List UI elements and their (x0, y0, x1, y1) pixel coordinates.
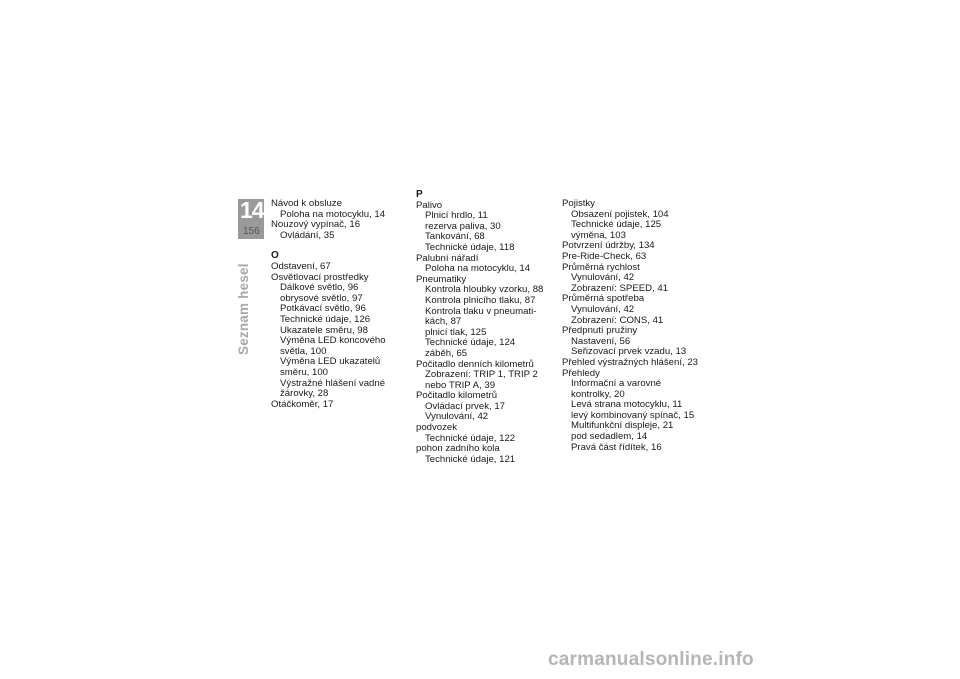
index-subentry: Vynulování, 42 (571, 272, 635, 284)
index-subentry: Ovládání, 35 (280, 229, 335, 241)
index-entry: Přehledy (562, 367, 600, 379)
index-subentry: Vynulování, 42 (425, 411, 489, 423)
index-subentry: Technické údaje, 125 (571, 219, 662, 231)
index-subentry: Obsazení pojistek, 104 (571, 208, 669, 220)
index-entry: Návod k obsluze (271, 198, 342, 209)
index-subentry: světla, 100 (280, 345, 327, 357)
index-subentry: směru, 100 (280, 366, 328, 378)
index-subentry: Seřizovací prvek vzadu, 13 (571, 346, 687, 358)
index-entry: Odstavení, 67 (271, 260, 331, 272)
chapter-number: 14 (240, 197, 264, 223)
index-entry: Potvrzení údržby, 134 (562, 240, 655, 252)
index-subentry: Nastavení, 56 (571, 335, 631, 347)
index-subentry: výměna, 103 (571, 229, 626, 241)
index-subentry: Ukazatele směru, 98 (280, 324, 368, 336)
index-subentry: rezerva paliva, 30 (425, 220, 501, 232)
index-subentry: Potkávací světlo, 96 (280, 303, 366, 315)
index-entry: Průměrná spotřeba (562, 293, 645, 305)
index-subentry: Zobrazení: SPEED, 41 (571, 282, 669, 294)
page-number: 156 (243, 226, 260, 237)
index-entry: Otáčkoměr, 17 (271, 398, 334, 410)
index-subentry: Levá strana motocyklu, 11 (571, 399, 683, 411)
index-subentry: Kontrola hloubky vzorku, 88 (425, 284, 544, 296)
index-subentry: Technické údaje, 118 (425, 241, 515, 253)
index-subentry: Technické údaje, 121 (425, 453, 516, 465)
index-subentry: Výstražné hlášení vadné (280, 377, 386, 389)
section-title: Seznam hesel (236, 263, 251, 355)
watermark: carmanualsonline.info (548, 649, 754, 670)
index-letter-heading: P (416, 189, 423, 200)
index-subentry: Výměna LED koncového (280, 335, 386, 347)
index-subentry: Výměna LED ukazatelů (280, 356, 381, 368)
index-subentry: Technické údaje, 122 (425, 432, 516, 444)
index-subentry: Zobrazení: CONS, 41 (571, 314, 664, 326)
index-entry: Počitadlo kilometrů (416, 390, 498, 402)
index-entry: Pojistky (562, 198, 596, 209)
index-subentry: Pravá část řídítek, 16 (571, 441, 662, 453)
index-subentry: Zobrazení: TRIP 1, TRIP 2 (425, 369, 538, 381)
index-subentry: nebo TRIP A, 39 (425, 379, 496, 391)
index-subentry: Ovládací prvek, 17 (425, 400, 505, 412)
index-subentry: Plnicí hrdlo, 11 (425, 210, 488, 222)
index-subentry: Kontrola plnicího tlaku, 87 (425, 294, 536, 306)
index-subentry: plnicí tlak, 125 (425, 326, 487, 338)
index-subentry: levý kombinovaný spínač, 15 (571, 409, 695, 421)
index-entry: Předpnutí pružiny (562, 325, 638, 337)
index-entry: Průměrná rychlost (562, 261, 640, 273)
index-subentry: Tankování, 68 (425, 231, 485, 243)
index-subentry: žárovky, 28 (280, 388, 329, 400)
index-entry: Počitadlo denních kilometrů (416, 358, 534, 370)
index-letter-heading: O (271, 250, 279, 262)
index-subentry: Technické údaje, 124 (425, 337, 516, 349)
index-entry: Přehled výstražných hlášení, 23 (562, 356, 698, 368)
index-entry: Pre-Ride-Check, 63 (562, 250, 647, 262)
index-entry: Pneumatiky (416, 273, 467, 285)
index-subentry: Kontrola tlaku v pneumati- (425, 305, 537, 317)
index-entry: Nouzový vypínač, 16 (271, 219, 361, 231)
index-subentry: Poloha na motocyklu, 14 (425, 263, 531, 275)
index-entry: Palivo (416, 199, 443, 211)
index-subentry: Technické údaje, 126 (280, 313, 371, 325)
index-subentry: Informační a varovné (571, 378, 662, 390)
index-entry: podvozek (416, 422, 458, 434)
index-entry: Osvětlovací prostředky (271, 271, 369, 283)
index-subentry: Multifunkční displeje, 21 (571, 420, 674, 432)
index-subentry: Vynulování, 42 (571, 303, 635, 315)
index-subentry: Poloha na motocyklu, 14 (280, 208, 386, 220)
index-subentry: kontrolky, 20 (571, 388, 625, 400)
index-subentry: pod sedadlem, 14 (571, 431, 648, 443)
index-entry: Palubní nářadí (416, 252, 479, 264)
index-column-2 (416, 189, 552, 465)
index-column-3 (562, 199, 702, 453)
index-subentry: kách, 87 (425, 316, 462, 328)
index-subentry: záběh, 65 (425, 347, 468, 359)
index-subentry: Dálkové světlo, 96 (280, 282, 359, 294)
index-subentry: obrysové světlo, 97 (280, 292, 363, 304)
index-entry: pohon zadního kola (416, 443, 500, 455)
index-column-1 (271, 199, 406, 410)
